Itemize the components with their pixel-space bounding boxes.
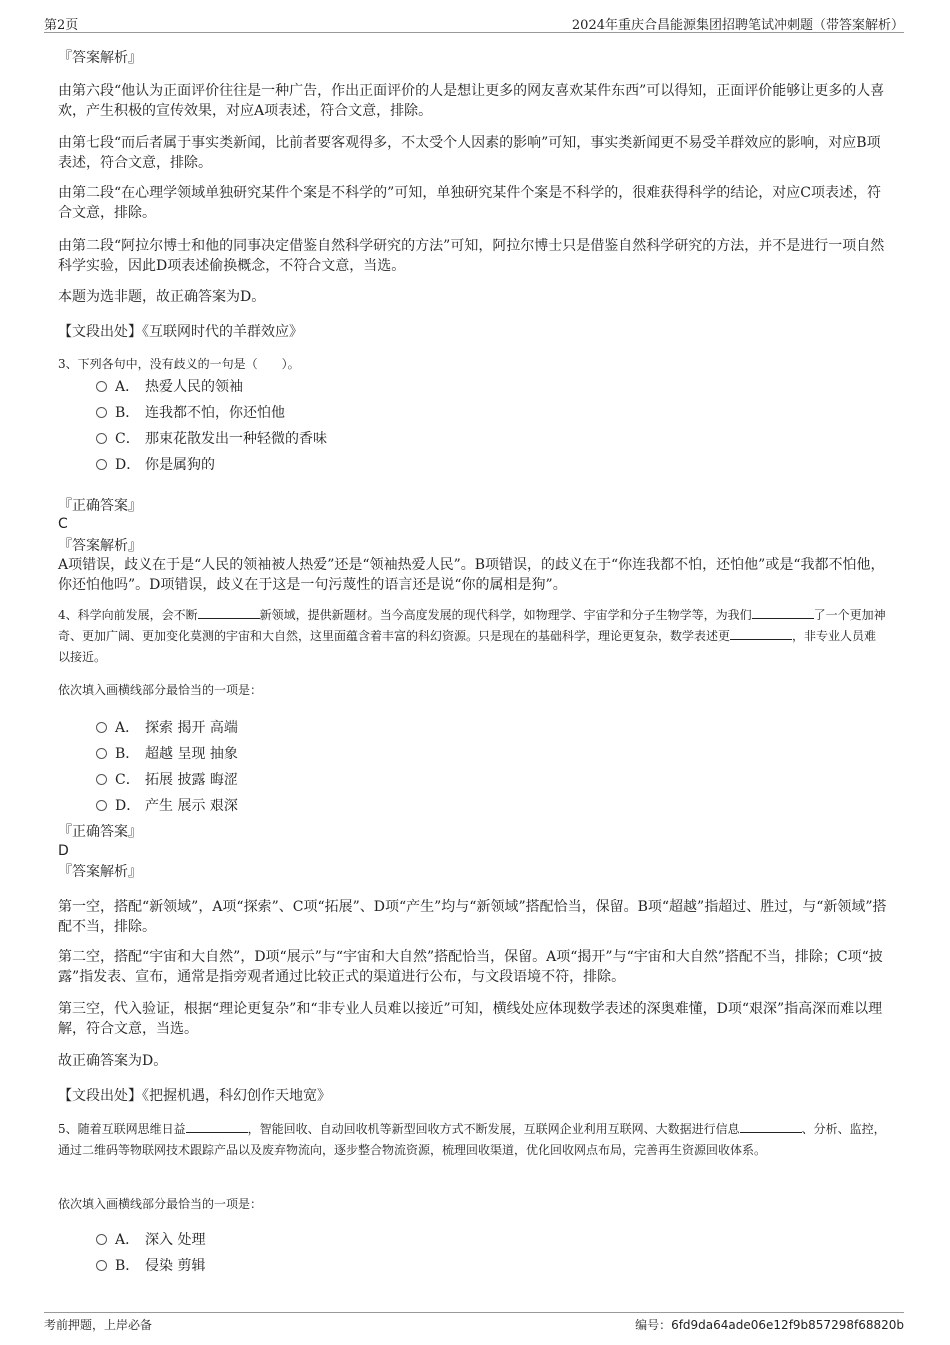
q3-answer: C	[58, 516, 68, 532]
q4-source: 【文段出处】《把握机遇，科幻创作天地宽》	[58, 1088, 331, 1104]
q5-prompt: 依次填入画横线部分最恰当的一项是：	[58, 1197, 263, 1211]
q2-analysis-para-3: 由第二段“在心理学领域单独研究某件个案是不科学的”可知，单独研究某件个案是不科学的，很难获得科学的结论，对应C项表述，符合文意，排除。	[58, 185, 882, 221]
q2-analysis-label: 『答案解析』	[58, 50, 142, 66]
answer-blank	[730, 627, 792, 640]
document-code: 编号：6fd9da64ade06e12f9b857298f68820b	[635, 1318, 904, 1332]
radio-icon[interactable]	[96, 407, 107, 418]
q4-conclusion: 故正确答案为D。	[58, 1053, 168, 1069]
q3-option-c[interactable]: C． 那束花散发出一种轻微的香味	[96, 428, 327, 448]
footer-slogan: 考前押题，上岸必备	[44, 1318, 153, 1332]
radio-icon[interactable]	[96, 433, 107, 444]
q2-source: 【文段出处】《互联网时代的羊群效应》	[58, 324, 303, 340]
document-title: 2024年重庆合昌能源集团招聘笔试冲刺题（带答案解析）	[571, 18, 904, 33]
q4-analysis-para-2: 第二空，搭配“宇宙和大自然”，D项“展示”与“宇宙和大自然”搭配恰当，保留。A项“揭开”与“宇宙和大自然”搭配不当，排除；C项“披露”指发表、宣布，通常是指旁观者通过比较正式的渠道进行公布，与文段语境不符，排除。	[58, 949, 883, 985]
q3-stem: 3、下列各句中，没有歧义的一句是（ ）。	[58, 357, 300, 371]
q4-analysis-label: 『答案解析』	[58, 864, 142, 880]
q2-analysis-para-1: 由第六段“他认为正面评价往往是一种广告，作出正面评价的人是想让更多的网友喜欢某件东西”可以得知，正面评价能够让更多的人喜欢，产生积极的宣传效果，对应A项表述，符合文意，排除。	[58, 83, 885, 119]
radio-icon[interactable]	[96, 1234, 107, 1245]
radio-icon[interactable]	[96, 800, 107, 811]
q5-stem: 5、随着互联网思维日益 ，智能回收、自动回收机等新型回收方式不断发展，互联网企业利用互联网、大数据进行信息 、分析、监控，通过二维码等物联网技术跟踪产品以及废弃物流向，逐步整合物流资源，梳理回收渠道，优化回收网点布局，完善再生资源回收体系。	[58, 1122, 886, 1157]
q4-option-b[interactable]: B． 超越 呈现 抽象	[96, 743, 238, 763]
answer-blank	[740, 1120, 802, 1133]
q3-analysis-label: 『答案解析』	[58, 538, 142, 554]
answer-blank	[198, 606, 260, 619]
page-footer	[44, 1312, 904, 1335]
q4-answer-label: 『正确答案』	[58, 824, 142, 840]
q4-option-c[interactable]: C． 拓展 披露 晦涩	[96, 769, 238, 789]
radio-icon[interactable]	[96, 722, 107, 733]
q2-conclusion: 本题为选非题，故正确答案为D。	[58, 289, 266, 305]
q4-analysis-para-3: 第三空，代入验证，根据“理论更复杂”和“非专业人员难以接近”可知，横线处应体现数学表述的深奥难懂，D项“艰深”指高深而难以理解，符合文意，当选。	[58, 1001, 883, 1037]
q4-prompt: 依次填入画横线部分最恰当的一项是：	[58, 683, 263, 697]
page-header	[44, 12, 904, 33]
q4-stem: 4、科学向前发展，会不断 新领域，提供新题材。当今高度发展的现代科学，如物理学、宇宙学和分子生物学等，为我们 了一个更加神奇、更加广阔、更加变化莫测的宇宙和大自然，这里面蕴含着丰富的科幻资源。只是现在的基础科学，理论更复杂，数学表述更 ，非专业人员难以接近。	[58, 608, 886, 664]
radio-icon[interactable]	[96, 381, 107, 392]
q4-option-a[interactable]: A． 探索 揭开 高端	[96, 717, 238, 737]
answer-blank	[752, 606, 814, 619]
radio-icon[interactable]	[96, 459, 107, 470]
radio-icon[interactable]	[96, 748, 107, 759]
radio-icon[interactable]	[96, 1260, 107, 1271]
q3-analysis: A项错误，歧义在于是“人民的领袖被人热爱”还是“领袖热爱人民”。B项错误，的歧义在于“你连我都不怕，还怕他”或是“我都不怕他，你还怕他吗”。D项错误，歧义在于这是一句污蔑性的语言还是说“你的属相是狗”。	[58, 557, 885, 593]
q5-option-b[interactable]: B． 侵染 剪辑	[96, 1255, 205, 1275]
answer-blank	[186, 1120, 248, 1133]
radio-icon[interactable]	[96, 774, 107, 785]
q2-analysis-para-2: 由第七段“而后者属于事实类新闻，比前者要客观得多，不太受个人因素的影响”可知，事实类新闻更不易受羊群效应的影响，对应B项表述，符合文意，排除。	[58, 135, 881, 171]
q2-analysis-para-4: 由第二段“阿拉尔博士和他的同事决定借鉴自然科学研究的方法”可知，阿拉尔博士只是借鉴自然科学研究的方法，并不是进行一项自然科学实验，因此D项表述偷换概念，不符合文意，当选。	[58, 238, 885, 274]
q4-analysis-para-1: 第一空，搭配“新领域”，A项“探索”、C项“拓展”、D项“产生”均与“新领域”搭配恰当，保留。B项“超越”指超过、胜过，与“新领域”搭配不当，排除。	[58, 899, 887, 935]
q4-answer: D	[58, 843, 69, 859]
q3-option-d[interactable]: D． 你是属狗的	[96, 454, 215, 474]
q4-option-d[interactable]: D． 产生 展示 艰深	[96, 795, 238, 815]
q3-option-a[interactable]: A． 热爱人民的领袖	[96, 376, 243, 396]
q5-option-a[interactable]: A． 深入 处理	[96, 1229, 205, 1249]
q3-answer-label: 『正确答案』	[58, 498, 142, 514]
q3-option-b[interactable]: B． 连我都不怕，你还怕他	[96, 402, 285, 422]
page-number: 第2页	[44, 18, 79, 33]
